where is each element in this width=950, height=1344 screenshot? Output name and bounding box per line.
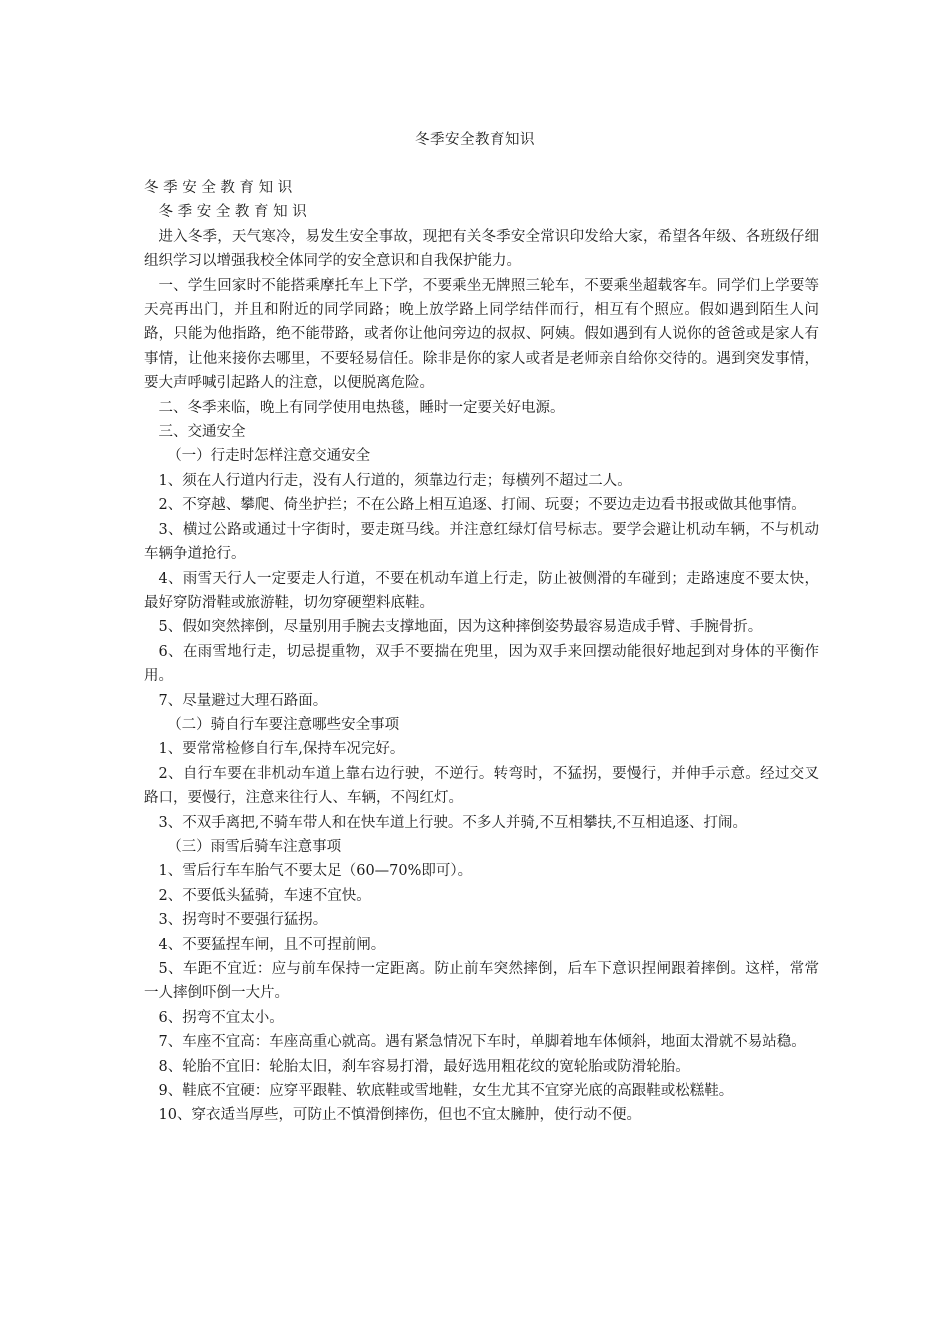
section-subheading: （二）骑自行车要注意哪些安全事项 — [167, 716, 400, 733]
paragraph: 3、不双手离把,不骑车带人和在快车道上行驶。不多人并骑,不互相攀扶,不互相追逐、打闹。 — [158, 814, 748, 831]
paragraph: 3、拐弯时不要强行猛拐。 — [158, 912, 328, 929]
paragraph: 5、假如突然摔倒，尽量别用手腕去支撑地面，因为这种摔倒姿势最容易造成手臂、手腕骨折。 — [158, 619, 763, 636]
paragraph: 1、要常常检修自行车,保持车况完好。 — [158, 741, 405, 758]
paragraph-list — [144, 225, 819, 1128]
paragraph: 8、轮胎不宜旧：轮胎太旧，刹车容易打滑，最好选用粗花纹的宽轮胎或防滑轮胎。 — [158, 1058, 690, 1075]
paragraph: 2、不穿越、攀爬、倚坐护拦；不在公路上相互追逐、打闹、玩耍；不要边走边看书报或做其他事情。 — [158, 497, 806, 514]
paragraph: 10、穿衣适当厚些，可防止不慎滑倒摔伤，但也不宜太臃肿，使行动不便。 — [158, 1107, 641, 1124]
paragraph: 4、雨雪天行人一定要走人行道，不要在机动车道上行走，防止被侧滑的车碰到；走路速度不要太快，最好穿防滑鞋或旅游鞋，切勿穿硬塑料底鞋。 — [144, 570, 819, 611]
heading-1: 冬 季 安 全 教 育 知 识 — [144, 180, 293, 196]
paragraph: 6、在雨雪地行走，切忌提重物，双手不要揣在兜里，因为双手来回摆动能很好地起到对身体的平衡作用。 — [144, 643, 819, 685]
paragraph: 二、冬季来临，晚上有同学使用电热毯，睡时一定要关好电源。 — [158, 399, 565, 416]
paragraph: 三、交通安全 — [158, 424, 246, 441]
paragraph: 进入冬季，天气寒冷，易发生安全事故，现把有关冬季安全常识印发给大家，希望各年级、各班级仔细组织学习以增强我校全体同学的安全意识和自我保护能力。 — [144, 228, 819, 270]
paragraph: 3、横过公路或通过十字街时，要走斑马线。并注意红绿灯信号标志。要学会避让机动车辆，不与机动车辆争道抢行。 — [144, 521, 819, 563]
paragraph: 5、车距不宜近：应与前车保持一定距离。防止前车突然摔倒，后车下意识捏闸跟着摔倒。这样，常常一人摔倒吓倒一大片。 — [144, 961, 819, 1002]
section-subheading: （一）行走时怎样注意交通安全 — [167, 448, 371, 465]
paragraph: 2、自行车要在非机动车道上靠右边行驶，不逆行。转弯时，不猛拐，要慢行，并伸手示意。经过交叉路口，要慢行，注意来往行人、车辆，不闯红灯。 — [144, 765, 819, 807]
paragraph: 1、雪后行车车胎气不要太足（60—70%即可）。 — [158, 863, 473, 880]
paragraph: 4、不要猛捏车闸，且不可捏前闸。 — [158, 936, 386, 953]
document-title: 冬季安全教育知识 — [415, 132, 535, 148]
paragraph: 1、须在人行道内行走，没有人行道的，须靠边行走；每横列不超过二人。 — [158, 472, 632, 489]
paragraph: 2、不要低头猛骑，车速不宜快。 — [158, 887, 371, 904]
document-body — [144, 176, 819, 1128]
paragraph: 7、尽量避过大理石路面。 — [158, 692, 328, 709]
paragraph: 9、鞋底不宜硬：应穿平跟鞋、软底鞋或雪地鞋，女生尤其不宜穿光底的高跟鞋或松糕鞋。 — [158, 1083, 734, 1100]
paragraph: 6、拐弯不宜太小。 — [158, 1009, 284, 1026]
section-subheading: （三）雨雪后骑车注意事项 — [167, 838, 342, 855]
paragraph: 7、车座不宜高：车座高重心就高。遇有紧急情况下车时，单脚着地车体倾斜，地面太滑就不易站稳。 — [158, 1034, 806, 1051]
paragraph: 一、学生回家时不能搭乘摩托车上下学，不要乘坐无牌照三轮车，不要乘坐超载客车。同学们上学要等天亮再出门，并且和附近的同学同路；晚上放学路上同学结伴而行，相互有个照应。假如遇到陌生人问路，只能为他指路，绝不能带路，或者你让他问旁边的叔叔、阿姨。假如遇到有人说你的爸爸或是家人有事情，让他来接你去哪里，不要轻易信任。除非是你的家人或者是老师亲自给你交待的。遇到突发事情，要大声呼喊引起路人的注意，以便脱离危险。 — [144, 277, 819, 392]
heading-2: 冬 季 安 全 教 育 知 识 — [158, 204, 307, 221]
